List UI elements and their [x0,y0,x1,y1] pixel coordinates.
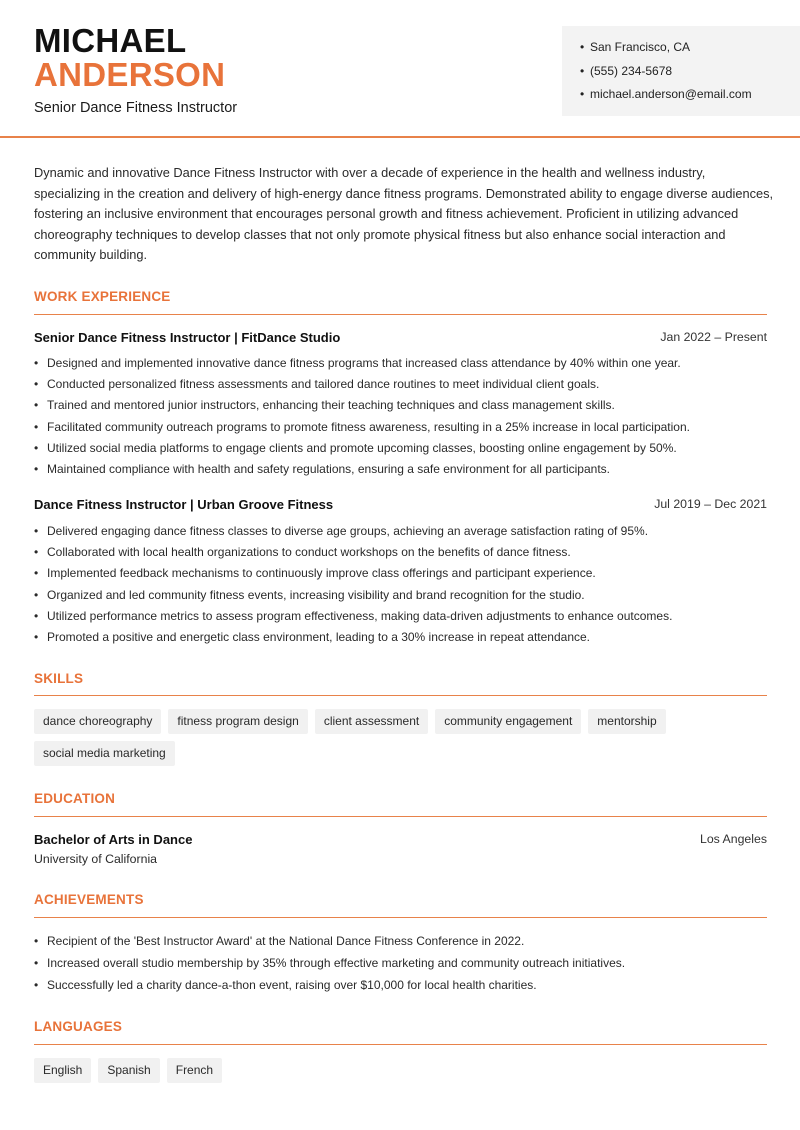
section-divider [34,314,767,315]
list-item: • Collaborated with local health organizations to conduct workshops on the benefits of dance fitness. [34,545,774,566]
language-tag: English [34,1058,91,1083]
contact-phone: • (555) 234-5678 [580,64,800,88]
job-title: Dance Fitness Instructor | Urban Groove Fitness [34,497,334,512]
skill-tag: mentorship [588,709,665,734]
contact-location: • San Francisco, CA [580,40,800,64]
list-item: • Successfully led a charity dance-a-thon event, raising over $10,000 for local health charities. [34,978,774,1000]
language-tag: Spanish [98,1058,159,1083]
section-divider [34,695,767,696]
role-title: Senior Dance Fitness Instructor [34,100,238,116]
section-title-achievements: ACHIEVEMENTS [34,892,144,907]
skill-tag: social media marketing [34,741,175,766]
section-title-skills: SKILLS [34,671,84,686]
section-divider [34,1044,767,1045]
skill-tag: dance choreography [34,709,161,734]
section-title-education: EDUCATION [34,791,116,806]
list-item: • Increased overall studio membership by 35% through effective marketing and community outreach initiatives. [34,956,774,978]
job-bullet-list [34,356,774,483]
achievements-list [34,934,774,1000]
list-item: • Trained and mentored junior instructors, enhancing their teaching techniques and class management skills. [34,398,774,419]
first-name: MICHAEL [34,22,187,59]
list-item: • Recipient of the 'Best Instructor Award' at the National Dance Fitness Conference in 2022. [34,934,774,956]
summary-paragraph: Dynamic and innovative Dance Fitness Instructor with over a decade of experience in the health and wellness industry, specializing in the creation and delivery of high-energy dance fitness programs. Demonstrated ability to engage diverse audiences, fostering an inclusive environment that encourages personal growth and fitness achievement. Proficient in utilizing advanced choreography techniques to develop classes that not only promote physical fitness but also enhance social interaction and community building. [34,165,774,263]
contact-email[interactable]: • michael.anderson@email.com [580,87,800,111]
job-dates: Jul 2019 – Dec 2021 [654,497,767,511]
contact-box [562,26,800,116]
list-item: • Facilitated community outreach programs to promote fitness awareness, resulting in a 25% increase in local participation. [34,420,774,441]
list-item: • Delivered engaging dance fitness classes to diverse age groups, achieving an average satisfaction rating of 95%. [34,524,774,545]
job-title: Senior Dance Fitness Instructor | FitDance Studio [34,330,341,345]
education-degree: Bachelor of Arts in Dance [34,832,193,847]
list-item: • Conducted personalized fitness assessments and tailored dance routines to meet individual client goals. [34,377,774,398]
education-location: Los Angeles [699,832,767,846]
section-divider [34,816,767,817]
list-item: • Designed and implemented innovative dance fitness programs that increased class attendance by 40% within one year. [34,356,774,377]
list-item: • Utilized social media platforms to engage clients and promote upcoming classes, boosting online engagement by 50%. [34,441,774,462]
skill-tag: client assessment [315,709,428,734]
skill-tag: community engagement [435,709,581,734]
list-item: • Organized and led community fitness events, increasing visibility and brand recognition for the studio. [34,588,774,609]
resume-header [0,0,800,138]
list-item: • Implemented feedback mechanisms to continuously improve class offerings and participant experience. [34,566,774,587]
section-title-languages: LANGUAGES [34,1019,123,1034]
languages-tag-list [34,1058,774,1083]
job-bullet-list [34,524,774,651]
education-school: University of California [34,852,158,866]
section-divider [34,917,767,918]
job-dates: Jan 2022 – Present [660,330,767,344]
skill-tag: fitness program design [168,709,307,734]
list-item: • Promoted a positive and energetic class environment, leading to a 30% increase in repeat attendance. [34,630,774,651]
section-title-work: WORK EXPERIENCE [34,289,171,304]
skills-tag-list [34,709,774,766]
last-name: ANDERSON [34,56,226,93]
list-item: • Maintained compliance with health and safety regulations, ensuring a safe environment for all participants. [34,462,774,483]
language-tag: French [167,1058,222,1083]
list-item: • Utilized performance metrics to assess program effectiveness, making data-driven adjustments to enhance outcomes. [34,609,774,630]
